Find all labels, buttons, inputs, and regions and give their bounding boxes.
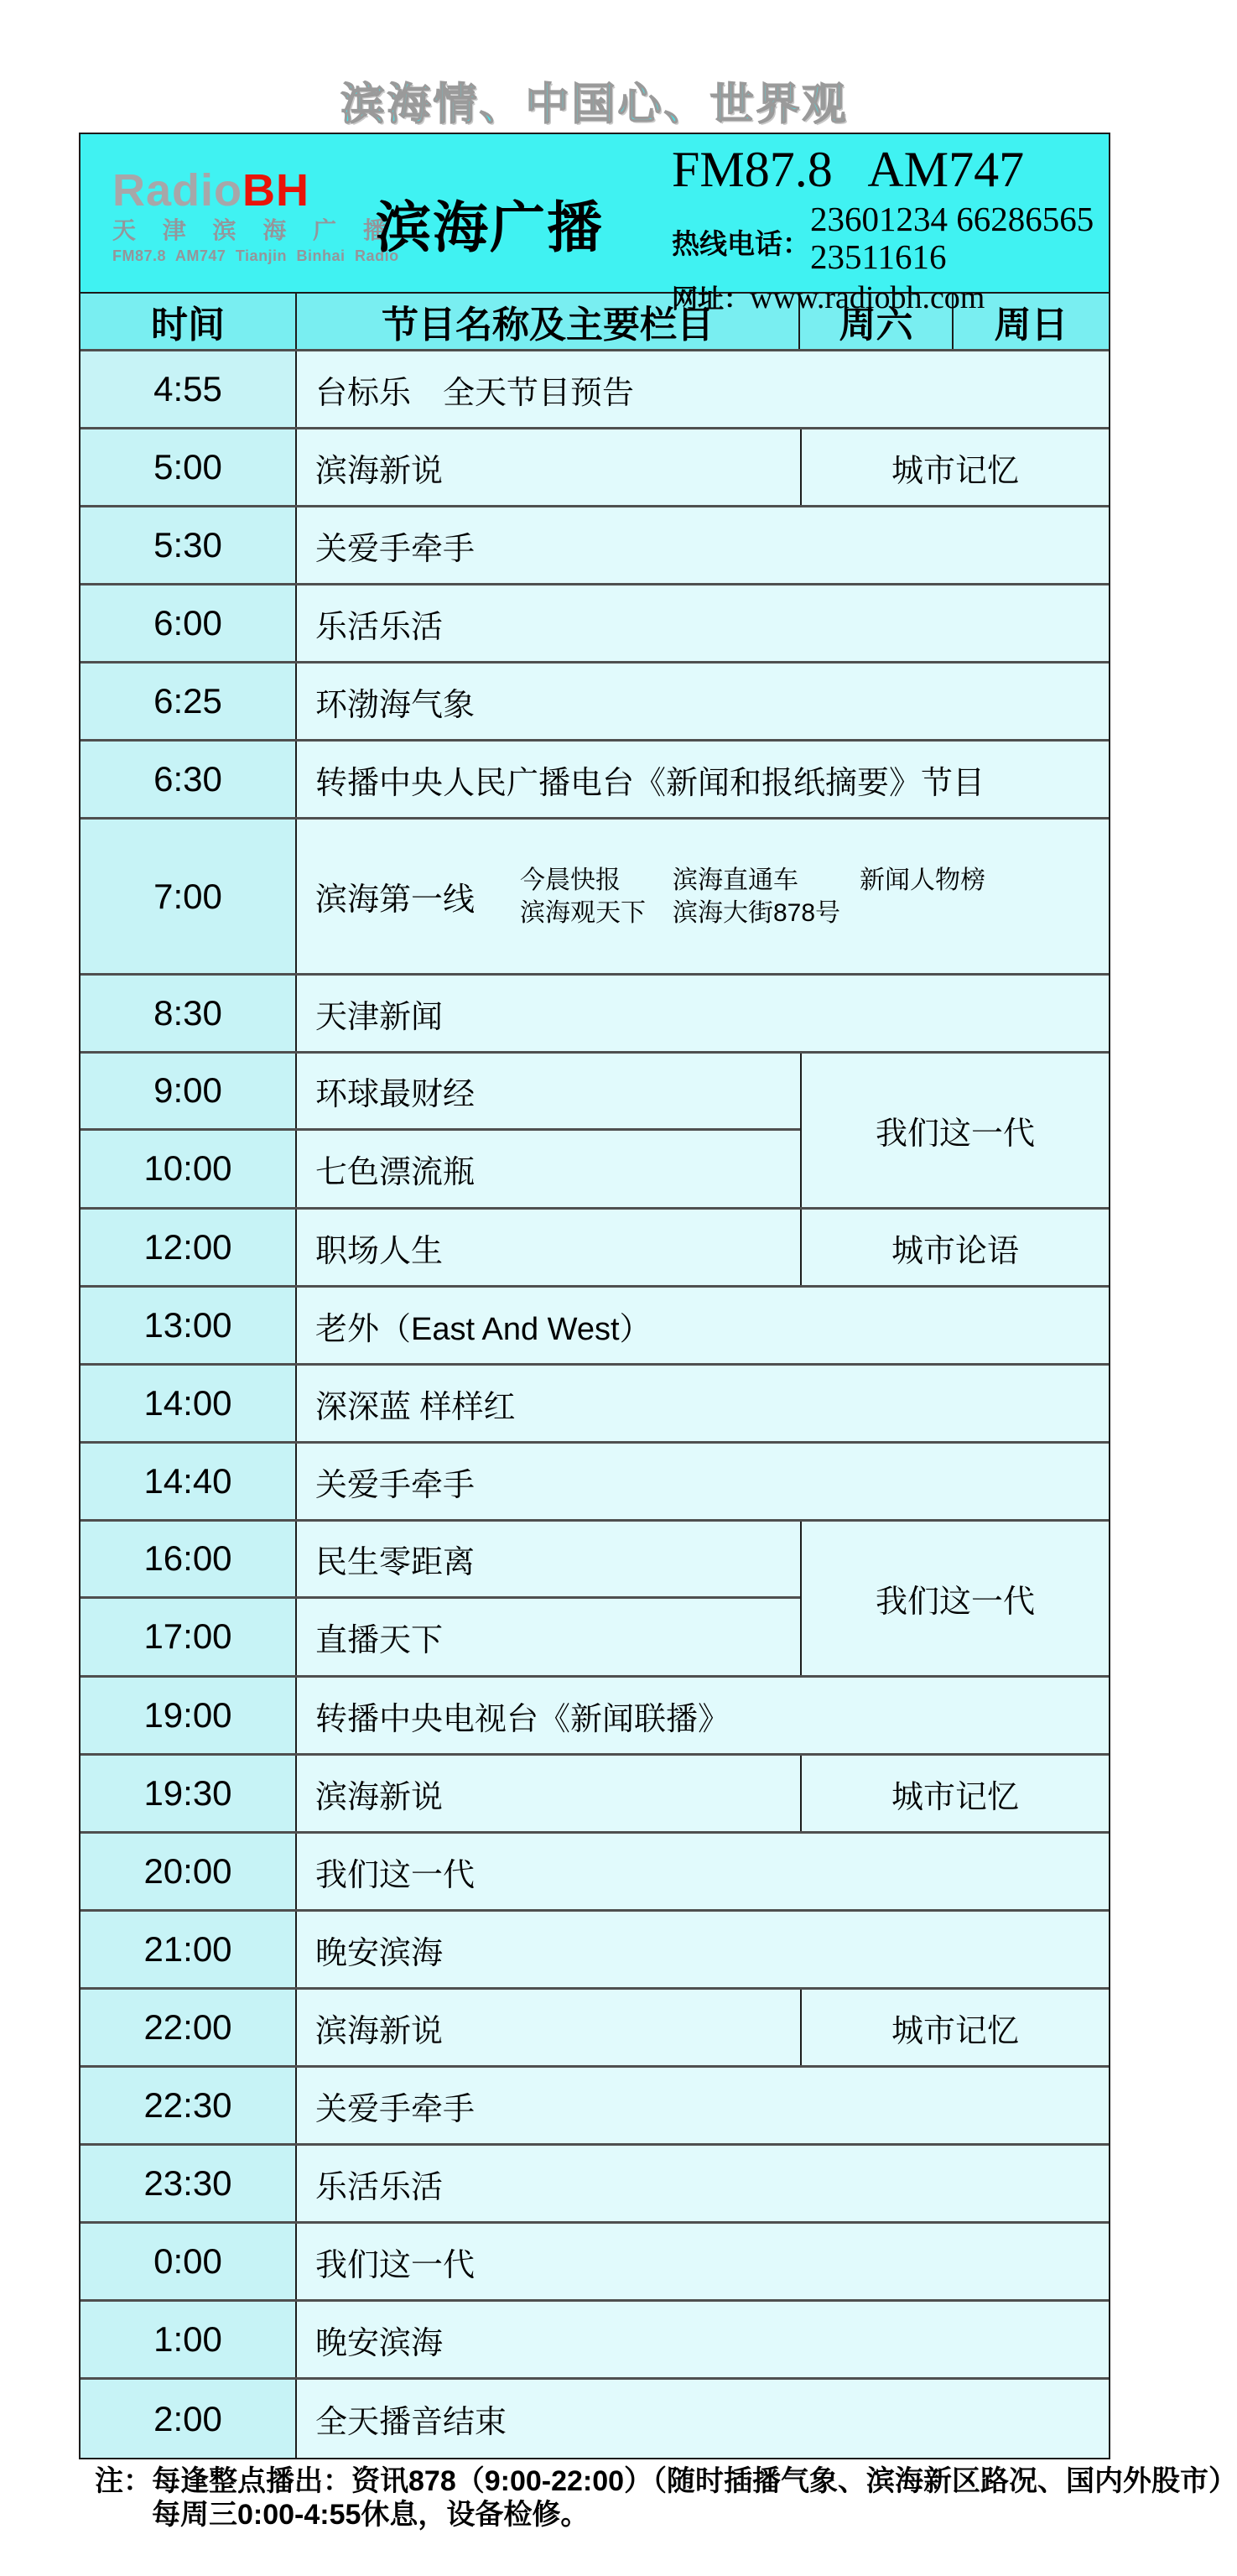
schedule-row-group bbox=[81, 1522, 1109, 1678]
schedule-row bbox=[81, 1599, 800, 1675]
schedule-row bbox=[81, 1288, 1109, 1366]
schedule-row bbox=[81, 585, 1109, 664]
time-cell: 9:00 bbox=[81, 1054, 297, 1128]
weekend-cell: 城市记忆 bbox=[800, 1990, 1109, 2065]
program-cell: 民生零距离 bbox=[297, 1522, 800, 1596]
schedule-row bbox=[81, 1054, 800, 1131]
schedule-row bbox=[81, 2380, 1109, 2458]
program-subitem: 滨海大街878号 bbox=[673, 898, 841, 927]
hotline-number-line2: 23511616 bbox=[810, 237, 947, 277]
schedule-row bbox=[81, 1131, 800, 1207]
program-cell: 乐活乐活 bbox=[297, 585, 1109, 661]
schedule-row bbox=[81, 1990, 1109, 2068]
time-cell: 16:00 bbox=[81, 1522, 297, 1596]
merged-left-block bbox=[81, 1054, 800, 1207]
weekend-cell: 城市论语 bbox=[800, 1210, 1109, 1285]
time-cell: 1:00 bbox=[81, 2302, 297, 2377]
radiobh-logo bbox=[112, 165, 399, 264]
column-header-time: 时间 bbox=[81, 294, 297, 349]
program-cell: 晚安滨海 bbox=[297, 2302, 1109, 2377]
schedule-row bbox=[81, 1756, 1109, 1834]
schedule-row bbox=[81, 976, 1109, 1054]
program-cell: 七色漂流瓶 bbox=[297, 1131, 800, 1207]
program-title: 滨海第一线 bbox=[315, 882, 476, 918]
time-cell: 7:00 bbox=[81, 820, 297, 973]
time-cell: 12:00 bbox=[81, 1210, 297, 1285]
program-cell: 滨海新说 bbox=[297, 1756, 800, 1831]
frequency-text: FM87.8 AM747 bbox=[672, 142, 1025, 197]
program-subitem: 新闻人物榜 bbox=[860, 866, 985, 894]
time-cell: 23:30 bbox=[81, 2146, 297, 2221]
website-label: 网址： bbox=[672, 284, 750, 315]
time-cell: 22:00 bbox=[81, 1990, 297, 2065]
weekend-cell: 城市记忆 bbox=[800, 1756, 1109, 1831]
program-cell: 关爱手牵手 bbox=[297, 2068, 1109, 2143]
schedule-row bbox=[81, 664, 1109, 742]
time-cell: 8:30 bbox=[81, 976, 297, 1051]
program-cell: 全天播音结束 bbox=[297, 2380, 1109, 2458]
time-cell: 22:30 bbox=[81, 2068, 297, 2143]
schedule-rows bbox=[81, 351, 1109, 2458]
schedule-row bbox=[81, 2146, 1109, 2224]
time-cell: 17:00 bbox=[81, 1599, 297, 1675]
weekend-cell: 城市记忆 bbox=[800, 429, 1109, 505]
logo-chinese-name: 天 津 滨 海 广 播 bbox=[112, 217, 397, 243]
program-cell: 转播中央人民广播电台《新闻和报纸摘要》节目 bbox=[297, 742, 1109, 817]
program-cell: 转播中央电视台《新闻联播》 bbox=[297, 1678, 1109, 1753]
station-name: 滨海广播 bbox=[376, 196, 604, 258]
footnote-prefix: 注： bbox=[95, 2465, 152, 2497]
program-cell: 晚安滨海 bbox=[297, 1912, 1109, 1987]
schedule-row bbox=[81, 742, 1109, 820]
time-cell: 20:00 bbox=[81, 1834, 297, 1909]
schedule-row bbox=[81, 2068, 1109, 2146]
website-block bbox=[672, 278, 1094, 316]
column-header-program: 节目名称及主要栏目 bbox=[297, 294, 800, 349]
weekend-cell: 我们这一代 bbox=[800, 1054, 1109, 1207]
time-cell: 6:00 bbox=[81, 585, 297, 661]
program-cell: 关爱手牵手 bbox=[297, 1444, 1109, 1519]
footnote bbox=[95, 2464, 1237, 2532]
footnote-line2: 每周三0:00-4:55休息，设备检修。 bbox=[152, 2499, 590, 2531]
logo-latin-subtitle: FM87.8 AM747 Tianjin Binhai Radio bbox=[112, 247, 399, 264]
program-cell: 我们这一代 bbox=[297, 1834, 1109, 1909]
time-cell: 5:00 bbox=[81, 429, 297, 505]
schedule-row bbox=[81, 351, 1109, 429]
hotline-numbers bbox=[810, 200, 1094, 276]
program-cell: 滨海新说 bbox=[297, 1990, 800, 2065]
program-subitem bbox=[860, 898, 985, 929]
program-cell bbox=[297, 820, 1109, 973]
logo-bh-text: BH bbox=[242, 165, 310, 216]
program-cell: 老外（East And West） bbox=[297, 1288, 1109, 1363]
hotline-label: 热线电话： bbox=[672, 228, 810, 259]
schedule-row bbox=[81, 2302, 1109, 2380]
schedule-row bbox=[81, 820, 1109, 976]
contact-info bbox=[672, 141, 1094, 316]
logo-wordmark bbox=[112, 165, 399, 216]
logo-radio-text: Radio bbox=[112, 165, 243, 216]
program-cell: 环渤海气象 bbox=[297, 664, 1109, 739]
hotline-number-line1: 23601234 66286565 bbox=[810, 200, 1094, 238]
time-cell: 10:00 bbox=[81, 1131, 297, 1207]
program-subitem: 滨海直通车 bbox=[673, 866, 798, 894]
page-title: 滨海情、中国心、世界观 bbox=[340, 81, 849, 129]
program-cell: 关爱手牵手 bbox=[297, 507, 1109, 583]
hotline-block bbox=[672, 200, 1094, 276]
time-cell: 0:00 bbox=[81, 2224, 297, 2299]
masthead bbox=[81, 134, 1109, 316]
program-cell: 直播天下 bbox=[297, 1599, 800, 1675]
schedule-sheet bbox=[79, 133, 1110, 2459]
schedule-row bbox=[81, 1210, 1109, 1288]
schedule-row bbox=[81, 1522, 800, 1599]
program-subitems bbox=[520, 865, 985, 929]
schedule-row bbox=[81, 507, 1109, 585]
program-cell: 乐活乐活 bbox=[297, 2146, 1109, 2221]
time-cell: 21:00 bbox=[81, 1912, 297, 1987]
schedule-row bbox=[81, 429, 1109, 507]
schedule-row bbox=[81, 1366, 1109, 1444]
footnote-text1: 每逢整点播出：资讯878（9:00-22:00）（随时插播气象、滨海新区路况、国内外股市） bbox=[152, 2465, 1237, 2497]
program-cell: 台标乐 全天节目预告 bbox=[297, 351, 1109, 427]
program-cell: 职场人生 bbox=[297, 1210, 800, 1285]
merged-left-block bbox=[81, 1522, 800, 1675]
time-cell: 19:30 bbox=[81, 1756, 297, 1831]
website-url: www.radiobh.com bbox=[750, 280, 985, 316]
schedule-row bbox=[81, 1678, 1109, 1756]
time-cell: 14:00 bbox=[81, 1366, 297, 1441]
column-header-saturday: 周六 bbox=[800, 294, 954, 349]
program-subitem: 滨海观天下 bbox=[520, 898, 646, 927]
time-cell: 6:30 bbox=[81, 742, 297, 817]
program-cell: 滨海新说 bbox=[297, 429, 800, 505]
program-cell: 环球最财经 bbox=[297, 1054, 800, 1128]
program-subitem: 今晨快报 bbox=[520, 866, 621, 894]
time-cell: 6:25 bbox=[81, 664, 297, 739]
program-cell: 我们这一代 bbox=[297, 2224, 1109, 2299]
time-cell: 5:30 bbox=[81, 507, 297, 583]
time-cell: 14:40 bbox=[81, 1444, 297, 1519]
time-cell: 4:55 bbox=[81, 351, 297, 427]
time-cell: 13:00 bbox=[81, 1288, 297, 1363]
footnote-line1 bbox=[95, 2464, 1237, 2498]
schedule-row bbox=[81, 1834, 1109, 1912]
schedule-row bbox=[81, 1912, 1109, 1990]
weekend-cell: 我们这一代 bbox=[800, 1522, 1109, 1675]
time-cell: 2:00 bbox=[81, 2380, 297, 2458]
program-cell: 天津新闻 bbox=[297, 976, 1109, 1051]
schedule-row-group bbox=[81, 1054, 1109, 1210]
schedule-row bbox=[81, 1444, 1109, 1522]
schedule-row bbox=[81, 2224, 1109, 2302]
column-header-sunday: 周日 bbox=[994, 304, 1068, 346]
program-cell: 深深蓝 样样红 bbox=[297, 1366, 1109, 1441]
time-cell: 19:00 bbox=[81, 1678, 297, 1753]
